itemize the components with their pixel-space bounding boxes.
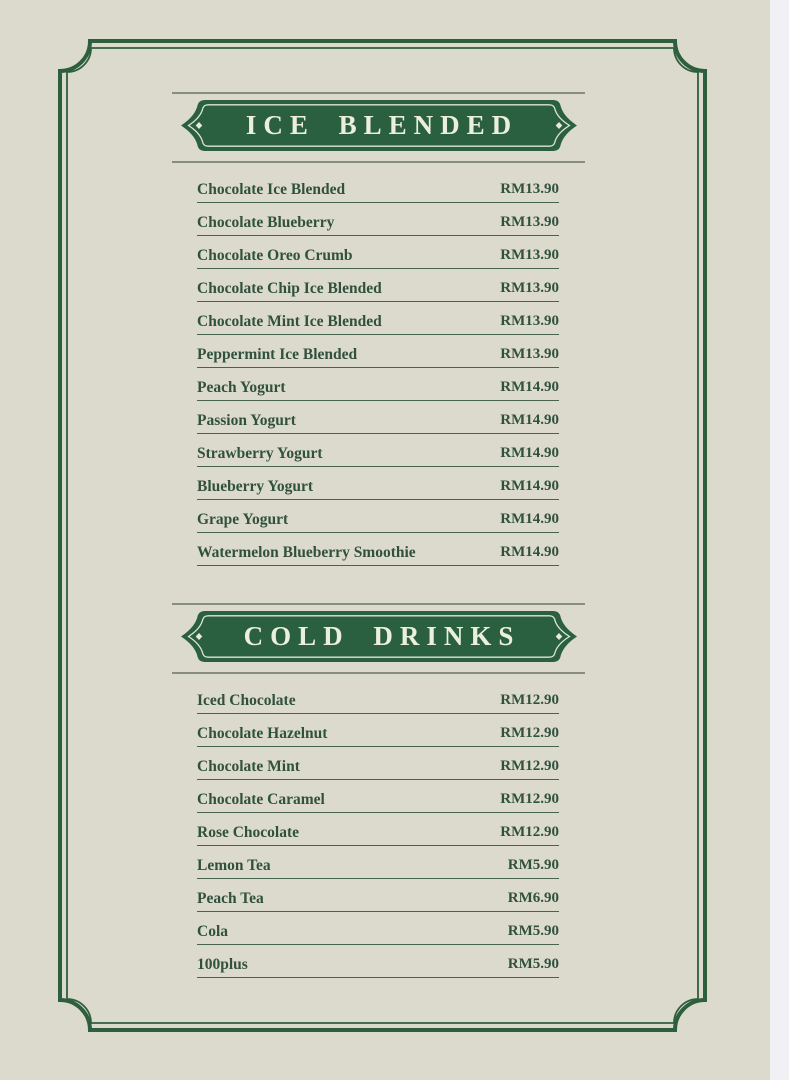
item-price: RM13.90: [500, 313, 559, 329]
menu-item-row: [197, 533, 559, 566]
item-name: Cola: [197, 922, 228, 940]
item-name: 100plus: [197, 955, 248, 973]
menu-item-row: [197, 714, 559, 747]
menu-item-row: [197, 500, 559, 533]
item-name: Chocolate Caramel: [197, 790, 325, 808]
item-name: Passion Yogurt: [197, 411, 296, 429]
item-name: Chocolate Ice Blended: [197, 180, 346, 198]
item-price: RM6.90: [507, 890, 559, 906]
item-price: RM13.90: [500, 280, 559, 296]
menu-item-row: [197, 269, 559, 302]
menu-item-row: [197, 945, 559, 978]
menu-item-list: [172, 162, 585, 566]
item-name: Iced Chocolate: [197, 691, 296, 709]
item-name: Blueberry Yogurt: [197, 477, 314, 495]
menu-item-list: [172, 673, 585, 978]
item-name: Chocolate Mint: [197, 757, 300, 775]
menu-item-row: [197, 879, 559, 912]
menu-item-row: [197, 780, 559, 813]
item-name: Chocolate Oreo Crumb: [197, 246, 353, 264]
item-price: RM14.90: [500, 412, 559, 428]
banner-bottom-rule: [172, 672, 585, 674]
item-name: Rose Chocolate: [197, 823, 300, 841]
item-price: RM12.90: [500, 824, 559, 840]
item-price: RM14.90: [500, 544, 559, 560]
menu-section: [172, 92, 585, 566]
item-name: Watermelon Blueberry Smoothie: [197, 543, 416, 561]
item-name: Chocolate Chip Ice Blended: [197, 279, 382, 297]
item-name: Peach Tea: [197, 889, 264, 907]
item-price: RM12.90: [500, 791, 559, 807]
item-price: RM12.90: [500, 725, 559, 741]
item-price: RM13.90: [500, 214, 559, 230]
banner-top-rule: [172, 603, 585, 605]
menu-item-row: [197, 434, 559, 467]
banner-top-rule: [172, 92, 585, 94]
section-title: ICE BLENDED: [245, 110, 519, 140]
item-price: RM13.90: [500, 247, 559, 263]
item-price: RM14.90: [500, 511, 559, 527]
item-price: RM14.90: [500, 379, 559, 395]
menu-item-row: [197, 335, 559, 368]
menu-item-row: [197, 401, 559, 434]
item-name: Chocolate Blueberry: [197, 213, 335, 231]
menu-item-row: [197, 368, 559, 401]
item-price: RM14.90: [500, 478, 559, 494]
menu-item-row: [197, 912, 559, 945]
item-name: Peach Yogurt: [197, 378, 286, 396]
menu-item-row: [197, 813, 559, 846]
menu-item-row: [197, 203, 559, 236]
section-banner: [172, 92, 585, 162]
item-price: RM5.90: [507, 956, 559, 972]
item-name: Chocolate Mint Ice Blended: [197, 312, 382, 330]
item-name: Peppermint Ice Blended: [197, 345, 358, 363]
item-name: Grape Yogurt: [197, 510, 289, 528]
section-title: COLD DRINKS: [243, 621, 521, 651]
banner-bottom-rule: [172, 161, 585, 163]
menu-item-row: [197, 467, 559, 500]
item-name: Lemon Tea: [197, 856, 271, 874]
menu-item-row: [197, 681, 559, 714]
item-name: Chocolate Hazelnut: [197, 724, 328, 742]
menu-item-row: [197, 747, 559, 780]
item-price: RM5.90: [507, 857, 559, 873]
section-banner: [172, 603, 585, 673]
item-price: RM13.90: [500, 346, 559, 362]
item-price: RM14.90: [500, 445, 559, 461]
menu-item-row: [197, 236, 559, 269]
menu-section: [172, 603, 585, 978]
menu-item-row: [197, 170, 559, 203]
menu-item-row: [197, 846, 559, 879]
item-name: Strawberry Yogurt: [197, 444, 323, 462]
item-price: RM13.90: [500, 181, 559, 197]
menu-item-row: [197, 302, 559, 335]
item-price: RM12.90: [500, 758, 559, 774]
item-price: RM5.90: [507, 923, 559, 939]
item-price: RM12.90: [500, 692, 559, 708]
